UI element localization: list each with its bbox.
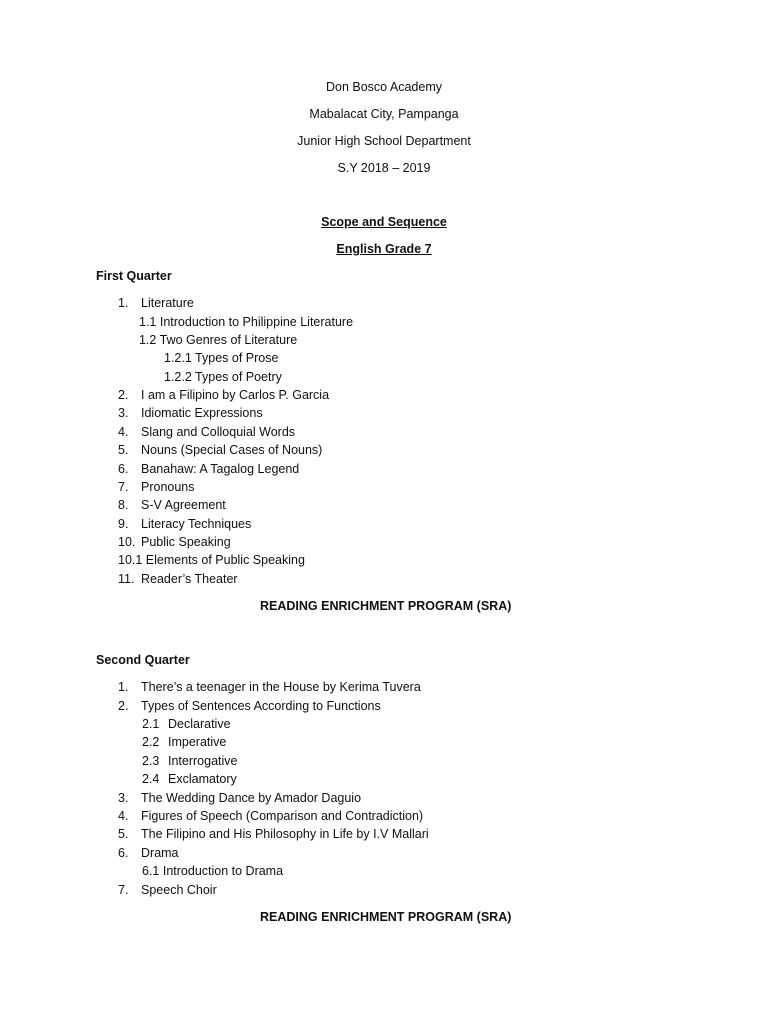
list-item: The Wedding Dance by Amador Daguio <box>141 791 362 805</box>
list-item: There’s a teenager in the House by Kerima Tuvera <box>141 680 421 694</box>
list-number: 6. <box>118 462 129 476</box>
list-number: 6. <box>118 846 129 860</box>
list-item: Banahaw: A Tagalog Legend <box>141 462 300 476</box>
second-quarter-heading: Second Quarter <box>96 653 190 667</box>
school-year: S.Y 2018 – 2019 <box>337 161 431 175</box>
sub-item-number: 2.1 <box>142 717 160 731</box>
list-number: 9. <box>118 517 129 531</box>
reading-program-label: READING ENRICHMENT PROGRAM (SRA) <box>260 910 512 924</box>
school-city: Mabalacat City, Pampanga <box>309 107 459 121</box>
list-item: Literature <box>141 296 194 310</box>
list-item: Types of Sentences According to Functions <box>141 699 381 713</box>
sub-sub-item: 1.2.2 Types of Poetry <box>164 370 282 384</box>
list-item: Literacy Techniques <box>141 517 252 531</box>
department-name: Junior High School Department <box>297 134 471 148</box>
sub-item-number: 2.2 <box>142 735 160 749</box>
school-name: Don Bosco Academy <box>325 80 443 94</box>
list-item: Pronouns <box>141 480 195 494</box>
list-item: Slang and Colloquial Words <box>141 425 296 439</box>
sub-item: Interrogative <box>168 754 238 768</box>
sub-item: Declarative <box>168 717 231 731</box>
sub-item-number: 2.3 <box>142 754 160 768</box>
list-number: 3. <box>118 406 129 420</box>
list-number: 5. <box>118 443 129 457</box>
list-number: 8. <box>118 498 129 512</box>
list-item: Figures of Speech (Comparison and Contradiction) <box>141 809 424 823</box>
sub-item: 10.1 Elements of Public Speaking <box>118 553 305 567</box>
list-number: 7. <box>118 480 129 494</box>
sub-item: Exclamatory <box>168 772 237 786</box>
list-number: 2. <box>118 699 129 713</box>
list-item: S-V Agreement <box>141 498 226 512</box>
sub-item: 1.2 Two Genres of Literature <box>139 333 298 347</box>
list-number: 10. <box>118 535 136 549</box>
list-item: Reader’s Theater <box>141 572 238 586</box>
first-quarter-heading: First Quarter <box>96 269 172 283</box>
list-number: 1. <box>118 296 129 310</box>
sub-item: 6.1 Introduction to Drama <box>142 864 284 878</box>
sub-item-number: 2.4 <box>142 772 160 786</box>
list-item: The Filipino and His Philosophy in Life by I.V Mallari <box>141 827 429 841</box>
reading-program-label: READING ENRICHMENT PROGRAM (SRA) <box>260 599 512 613</box>
list-item: I am a Filipino by Carlos P. Garcia <box>141 388 330 402</box>
list-item: Public Speaking <box>141 535 231 549</box>
list-item: Drama <box>141 846 179 860</box>
list-number: 7. <box>118 883 129 897</box>
document-title: Scope and Sequence <box>321 215 447 229</box>
sub-sub-item: 1.2.1 Types of Prose <box>164 351 279 365</box>
list-item: Idiomatic Expressions <box>141 406 263 420</box>
subject-title: English Grade 7 <box>336 242 432 256</box>
list-number: 2. <box>118 388 129 402</box>
list-number: 3. <box>118 791 129 805</box>
list-number: 1. <box>118 680 129 694</box>
sub-item: 1.1 Introduction to Philippine Literature <box>139 315 354 329</box>
list-number: 5. <box>118 827 129 841</box>
list-number: 4. <box>118 425 129 439</box>
list-item: Speech Choir <box>141 883 217 897</box>
list-number: 4. <box>118 809 129 823</box>
list-item: Nouns (Special Cases of Nouns) <box>141 443 323 457</box>
sub-item: Imperative <box>168 735 227 749</box>
list-number: 11. <box>118 572 135 586</box>
